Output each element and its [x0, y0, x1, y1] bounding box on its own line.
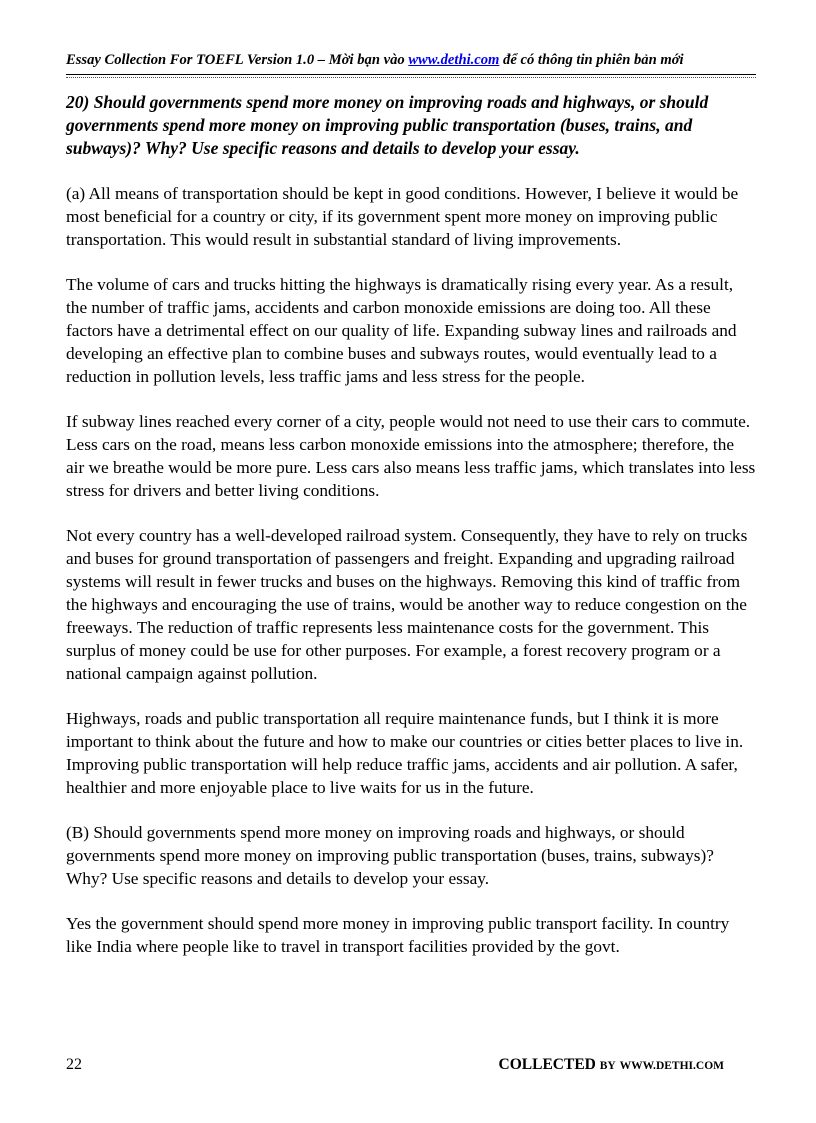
footer-site-main: DETHI [655, 1060, 694, 1072]
footer-collected-word: COLLECTED [498, 1056, 596, 1073]
essay-question: 20) Should governments spend more money on improving roads and highways, or should governments spend more money on improving public transportation (buses, trains, and subways)? Why? Use specific reasons and details to develop your essay. [66, 92, 709, 158]
header-divider-dotted [66, 77, 756, 78]
essay-paragraph: If subway lines reached every corner of a city, people would not need to use their cars to commute. Less cars on the road, means less carbon monoxide emissions into the atmosphere; therefore, the air we breathe would be more pure. Less cars also means less traffic jams, which translates into less stress for drivers and better living conditions. [66, 412, 756, 500]
header-divider [66, 74, 756, 75]
essay-paragraph: (B) Should governments spend more money on improving roads and highways, or should governments spend more money on improving public transportation (buses, trains, subways)? Why? Use specific reasons and details to develop your essay. [66, 823, 714, 888]
footer-by-word: BY [599, 1060, 616, 1072]
header-text-end: để có thông tin phiên bản mới [499, 52, 684, 68]
page-number: 22 [66, 1056, 82, 1073]
header-link[interactable]: www.dethi.com [408, 52, 500, 68]
essay-paragraph: (a) All means of transportation should be kept in good conditions. However, I believe it would be most beneficial for a country or city, if its government spent more money on improving public transportation. This would result in substantial standard of living improvements. [66, 184, 739, 249]
header-text: Essay Collection For TOEFL Version 1.0 – Mời bạn vào [66, 52, 409, 68]
page-header [66, 50, 756, 70]
essay-content [66, 91, 756, 980]
footer-site-prefix: WWW. [619, 1060, 656, 1072]
footer-credit [499, 1055, 724, 1076]
essay-paragraph: Highways, roads and public transportation all require maintenance funds, but I think it is more important to think about the future and how to make our countries or cities better places to live in. Improving public transportation will help reduce traffic jams, accidents and air pollution. A safer, healthier and more enjoyable place to live waits for us in the future. [66, 709, 744, 797]
essay-paragraph: The volume of cars and trucks hitting the highways is dramatically rising every year. As a result, the number of traffic jams, accidents and carbon monoxide emissions are doing too. All these factors have a detrimental effect on our quality of life. Expanding subway lines and railroads and developing an effective plan to combine buses and subways routes, would eventually lead to a reduction in pollution levels, less traffic jams and less stress for the people. [66, 275, 737, 386]
essay-paragraph: Yes the government should spend more money in improving public transport facility. In country like India where people like to travel in transport facilities provided by the govt. [66, 914, 730, 956]
footer-site-suffix: .COM [693, 1060, 724, 1072]
essay-paragraph: Not every country has a well-developed railroad system. Consequently, they have to rely on trucks and buses for ground transportation of passengers and freight. Expanding and upgrading railroad systems will result in fewer trucks and buses on the highways. Removing this kind of traffic from the highways and encouraging the use of trains, would be another way to reduce congestion on the freeways. The reduction of traffic represents less maintenance costs for the government. This surplus of money could be use for other purposes. For example, a forest recovery program or a national campaign against pollution. [66, 526, 748, 683]
